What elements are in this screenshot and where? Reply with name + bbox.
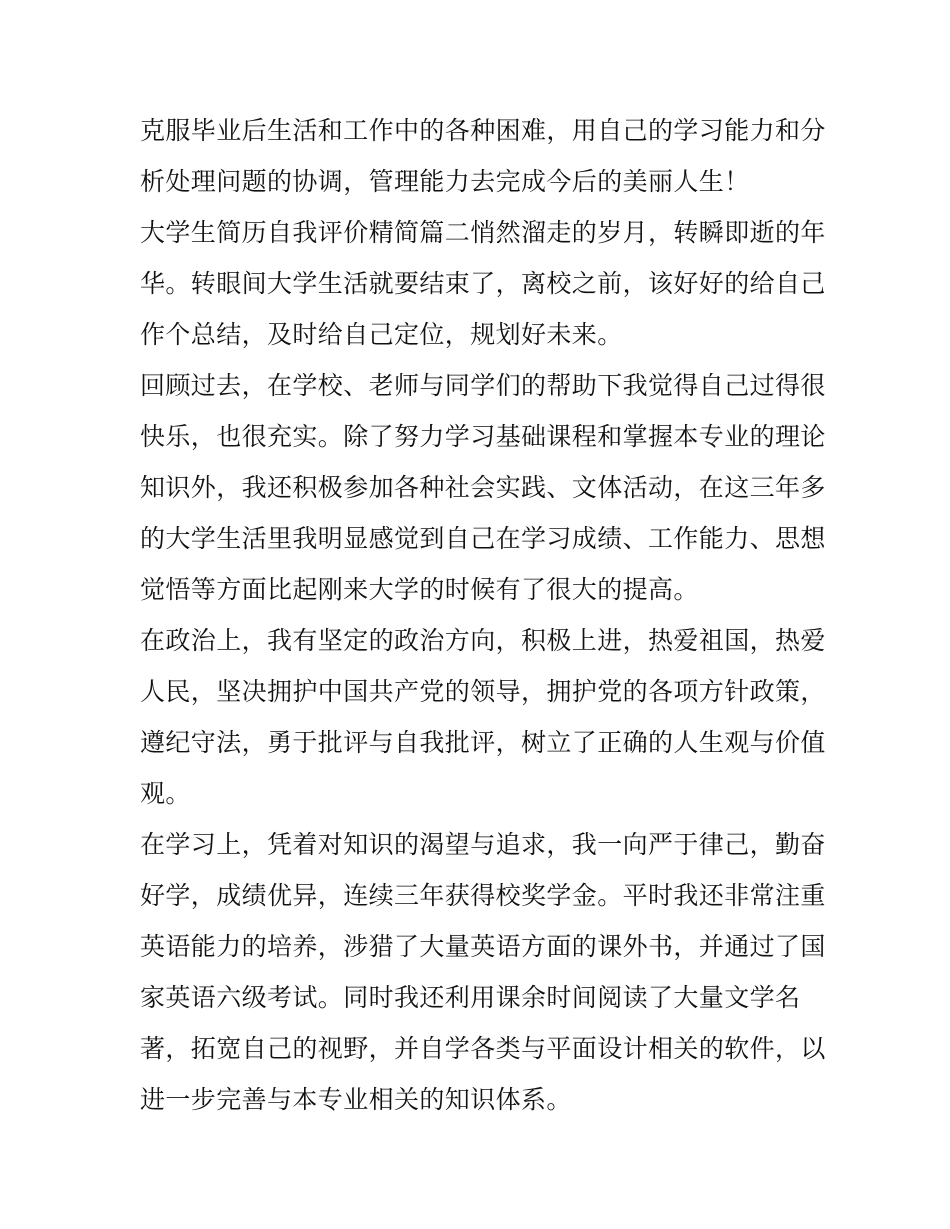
text-line: 好学，成绩优异，连续三年获得校奖学金。平时我还非常注重 — [140, 881, 826, 910]
text-line: 的大学生活里我明显感觉到自己在学习成绩、工作能力、思想 — [140, 524, 826, 553]
text-line: 在学习上，凭着对知识的渴望与追求，我一向严于律己，勤奋 — [140, 830, 826, 859]
text-line: 克服毕业后生活和工作中的各种困难，用自己的学习能力和分 — [140, 116, 826, 145]
text-line: 华。转眼间大学生活就要结束了，离校之前，该好好的给自己 — [140, 269, 826, 298]
document-body — [140, 105, 826, 1125]
text-line: 著，拓宽自己的视野，并自学各类与平面设计相关的软件，以 — [140, 1034, 826, 1063]
text-line: 遵纪守法，勇于批评与自我批评，树立了正确的人生观与价值 — [140, 728, 826, 757]
text-line: 进一步完善与本专业相关的知识体系。 — [140, 1085, 572, 1114]
text-line: 析处理问题的协调，管理能力去完成今后的美丽人生！ — [140, 167, 750, 196]
text-line: 知识外，我还积极参加各种社会实践、文体活动，在这三年多 — [140, 473, 826, 502]
text-line: 观。 — [140, 779, 191, 808]
text-line: 觉悟等方面比起刚来大学的时候有了很大的提高。 — [140, 575, 699, 604]
text-line: 人民，坚决拥护中国共产党的领导，拥护党的各项方针政策， — [140, 677, 826, 706]
text-line: 在政治上，我有坚定的政治方向，积极上进，热爱祖国，热爱 — [140, 626, 826, 655]
text-line: 作个总结，及时给自己定位，规划好未来。 — [140, 320, 623, 349]
text-line: 英语能力的培养，涉猎了大量英语方面的课外书，并通过了国 — [140, 932, 826, 961]
text-line: 大学生简历自我评价精简篇二悄然溜走的岁月，转瞬即逝的年 — [140, 218, 826, 247]
text-line: 回顾过去，在学校、老师与同学们的帮助下我觉得自己过得很 — [140, 371, 826, 400]
text-line: 家英语六级考试。同时我还利用课余时间阅读了大量文学名 — [140, 983, 801, 1012]
text-line: 快乐，也很充实。除了努力学习基础课程和掌握本专业的理论 — [140, 422, 826, 451]
